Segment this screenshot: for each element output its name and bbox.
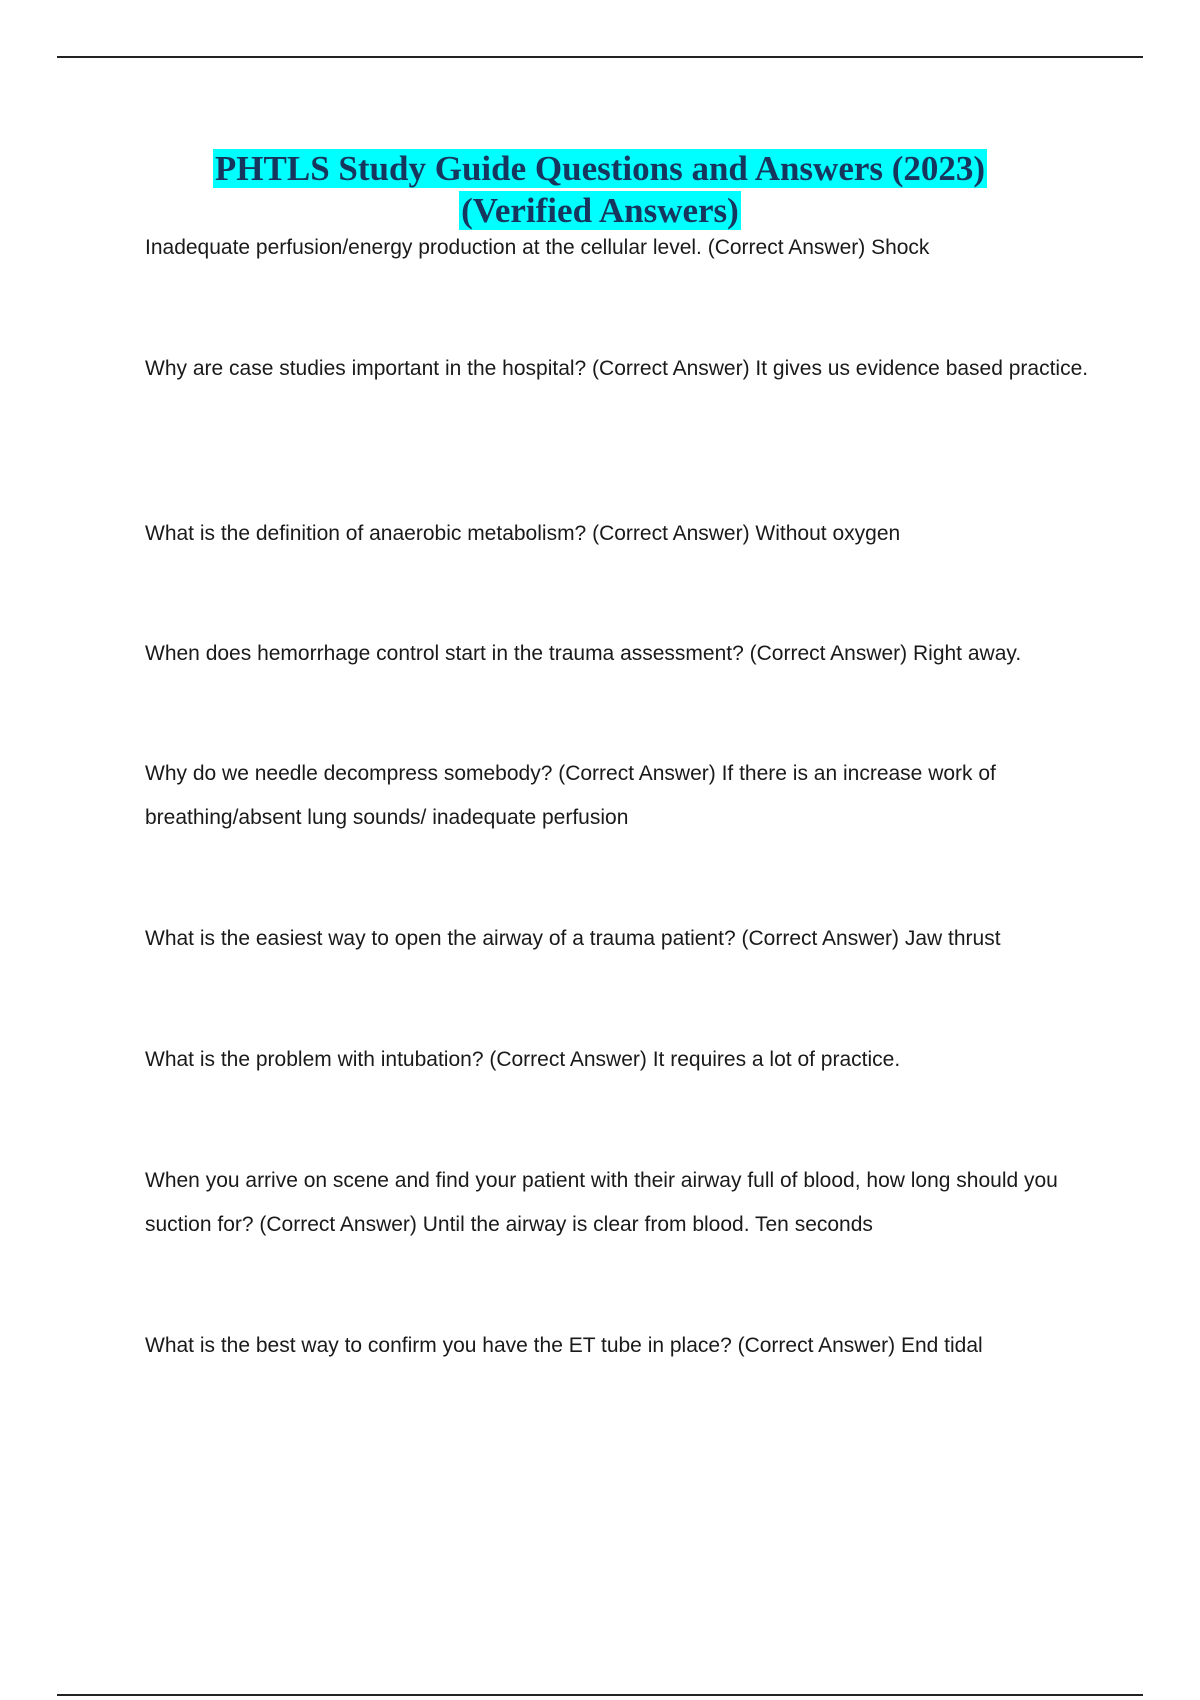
qa-item: What is the definition of anaerobic metabolism? (Correct Answer) Without oxygen <box>145 522 901 545</box>
qa-item: What is the problem with intubation? (Correct Answer) It requires a lot of practice. <box>145 1048 901 1071</box>
title-line-1: PHTLS Study Guide Questions and Answers (2023) <box>214 149 986 188</box>
qa-item: Why are case studies important in the hospital? (Correct Answer) It gives us evidence based practice. <box>145 357 1089 380</box>
qa-item: Why do we needle decompress somebody? (Correct Answer) If there is an increase work of breathing/absent lung sounds/ inadequate perfusion <box>145 762 996 829</box>
qa-item: When you arrive on scene and find your patient with their airway full of blood, how long should you suction for? (Correct Answer) Until the airway is clear from blood. Ten seconds <box>145 1169 1058 1236</box>
title-line-2: (Verified Answers) <box>461 191 739 230</box>
qa-item: What is the easiest way to open the airway of a trauma patient? (Correct Answer) Jaw thrust <box>145 927 1001 950</box>
document-title <box>57 148 1143 232</box>
qa-item: Inadequate perfusion/energy production at the cellular level. (Correct Answer) Shock <box>145 236 930 259</box>
footer-rule <box>57 1694 1143 1696</box>
qa-item: What is the best way to confirm you have the ET tube in place? (Correct Answer) End tidal <box>145 1334 983 1357</box>
qa-item: When does hemorrhage control start in the trauma assessment? (Correct Answer) Right away. <box>145 642 1022 665</box>
header-rule <box>57 56 1143 58</box>
